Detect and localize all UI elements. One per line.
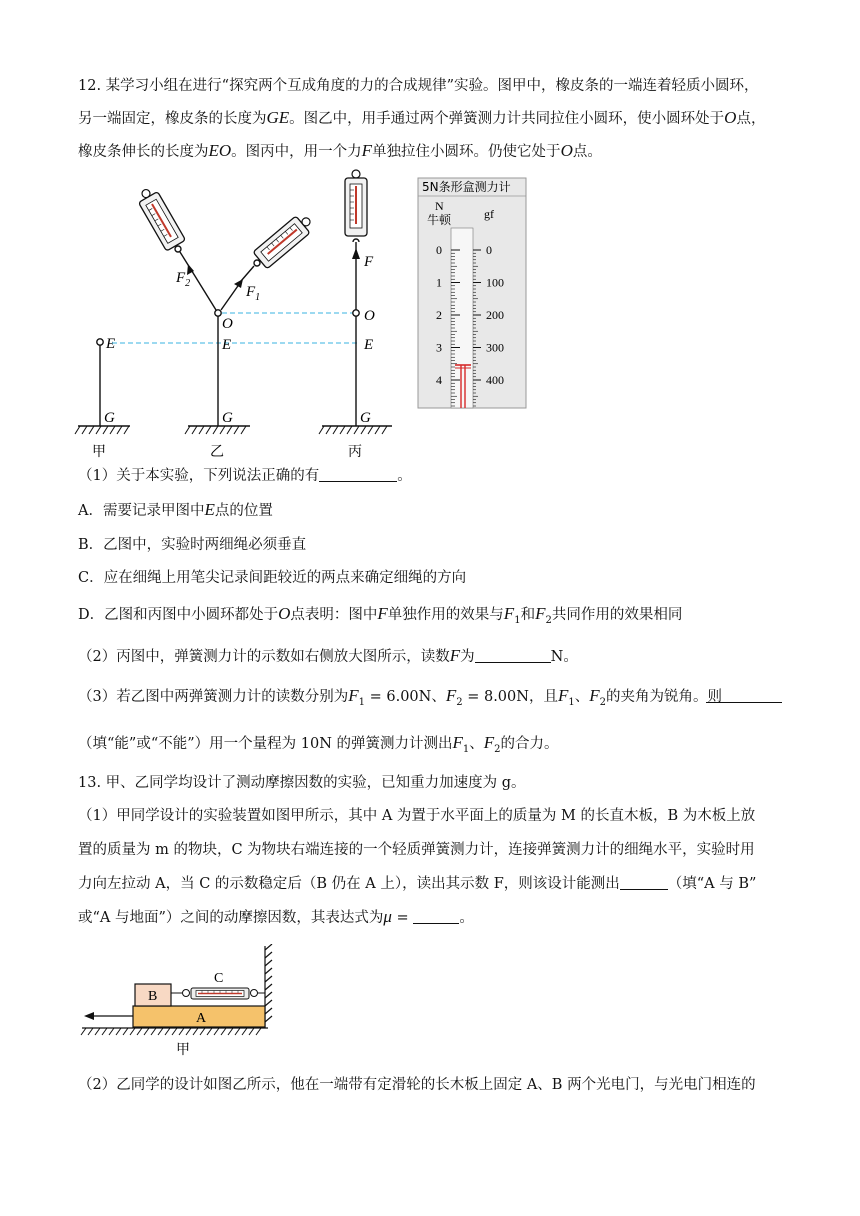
ground-hatch-line	[249, 1028, 254, 1035]
scale-tick-label-left: 3	[436, 340, 442, 355]
figure-jia	[75, 339, 130, 434]
ground-hatch-line	[165, 1028, 170, 1035]
answer-blank-2[interactable]	[475, 648, 551, 663]
ground-hatch-line	[186, 1028, 191, 1035]
ground-hatch-line	[137, 1028, 142, 1035]
label-G-yi: G	[222, 410, 233, 426]
label-E-yi: E	[222, 337, 232, 353]
q12-line-3: 橡皮条伸长的长度为EO。图丙中，用一个力F单独拉住小圆环。仍使它处于O点。	[78, 141, 602, 160]
q12-line-2: 另一端固定，橡皮条的长度为GE。图乙中，用手通过两个弹簧测力计共同拉住小圆环，使小圆环处于O点，	[78, 108, 766, 127]
ground-hatch-line	[123, 1028, 128, 1035]
answer-blank-3[interactable]	[706, 688, 782, 703]
ground-hatch-line	[193, 1028, 198, 1035]
ground-hatch-line	[235, 1028, 240, 1035]
caption-yi: 乙	[210, 445, 224, 460]
q12-option-A: A．需要记录甲图中E点的位置	[78, 500, 273, 519]
spring-scale-F1	[253, 211, 316, 269]
ground	[81, 1028, 268, 1035]
ground-hatch-line	[179, 1028, 184, 1035]
ground-hatch-line	[172, 1028, 177, 1035]
q12-part3: （3）若乙图中两弹簧测力计的读数分别为$F_1 = 6.00N$、$F_2 = 8.00N$，且$F_1$、$F_2$的夹角为锐角。则	[78, 686, 722, 708]
ground-hatch-line	[151, 1028, 156, 1035]
q13-part1-l4: 或“A 与地面”）之间的动摩擦因数，其表达式为μ = 。	[78, 907, 474, 926]
ground-hatch-line	[214, 1028, 219, 1035]
scale-tick-label-right: 300	[486, 340, 504, 355]
ground-hatch-line	[130, 1028, 135, 1035]
q12-part3-cont: （填“能”或“不能”）用一个量程为 10N 的弹簧测力计测出$F_1$、$F_2$的合力。	[78, 733, 559, 755]
scale-tick-label-left: 2	[436, 308, 442, 322]
q12-number: 12.	[78, 78, 102, 94]
wall	[265, 944, 272, 1028]
spring-scale-bing	[345, 170, 367, 236]
answer-blank-1[interactable]	[319, 467, 397, 482]
q13-part1-l1: （1）甲同学设计的实验装置如图甲所示，其中 A 为置于水平面上的质量为 M 的长直木板，B 为木板上放	[78, 808, 756, 824]
caption-jia-13: 甲	[176, 1043, 190, 1058]
label-B: B	[148, 989, 158, 1004]
ground-hatch-line	[95, 1028, 100, 1035]
ground-hatch-line	[221, 1028, 226, 1035]
spring-scale-C	[171, 988, 265, 999]
label-G-jia: G	[104, 410, 115, 426]
q13-part1-l3: 力向左拉动 A，当 C 的示数稳定后（B 仍在 A 上），读出其示数 F，则该设计能测出 （填“A 与 B”	[78, 876, 757, 892]
q13-head: 13. 甲、乙同学均设计了测动摩擦因数的实验，已知重力加速度为 g。	[78, 775, 526, 791]
scale-unit-gf: gf	[484, 207, 494, 221]
ground-hatch-line	[102, 1028, 107, 1035]
spring-scale-F2	[134, 185, 185, 251]
q13-part2: （2）乙同学的设计如图乙所示，他在一端带有定滑轮的长木板上固定 A、B 两个光电门，与光电门相连的	[78, 1077, 756, 1093]
label-G-bing: G	[360, 410, 371, 426]
pull-arrowhead	[84, 1012, 94, 1020]
ground-hatch-line	[144, 1028, 149, 1035]
label-O-bing: O	[364, 308, 375, 324]
scale-tick-label-left: 0	[436, 243, 442, 257]
scale-title: 5N条形盒测力计	[422, 180, 511, 194]
scale-tick-label-right: 400	[486, 373, 504, 387]
q13-figure	[78, 944, 288, 1060]
ground-hatch-line	[242, 1028, 247, 1035]
scale-unit-niudun: 牛顿	[427, 213, 452, 227]
scale-unit-N: N	[435, 199, 444, 213]
caption-jia: 甲	[92, 445, 106, 460]
label-F2: $F_2$	[176, 270, 191, 289]
figure-yi	[175, 246, 260, 434]
label-F1: $F_1$	[246, 284, 261, 303]
answer-blank-4[interactable]	[620, 875, 668, 890]
ground-hatch-line	[88, 1028, 93, 1035]
q12-part2: （2）丙图中，弹簧测力计的示数如右侧放大图所示，读数F为 N。	[78, 646, 578, 665]
ground-hatch-line	[116, 1028, 121, 1035]
label-F-bing: F	[364, 254, 374, 270]
caption-bing: 丙	[348, 445, 362, 460]
q12-line-1: 12. 某学习小组在进行“探究两个互成角度的力的合成规律”实验。图甲中，橡皮条的一端连着轻质小圆环，	[78, 78, 759, 94]
ground-hatch-line	[200, 1028, 205, 1035]
scale-tick-label-left: 1	[436, 275, 442, 290]
ground-hatch-line	[228, 1028, 233, 1035]
ground-hatch-line	[256, 1028, 261, 1035]
q12-option-C: C．应在细绳上用笔尖记录间距较近的两点来确定细绳的方向	[78, 570, 467, 586]
scale-tick-label-right: 100	[486, 275, 504, 290]
label-E-jia: E	[106, 336, 116, 352]
q13-part1-l2: 置的质量为 m 的物块，C 为物块右端连接的一个轻质弹簧测力计，连接弹簧测力计的细绳水平，实验时用	[78, 842, 755, 858]
label-E-bing: E	[364, 337, 374, 353]
ground-hatch-line	[109, 1028, 114, 1035]
scale-tick-label-right: 0	[486, 243, 492, 257]
q12-figure	[70, 168, 540, 468]
enlarged-scale	[418, 178, 526, 408]
ground-hatch-line	[81, 1028, 86, 1035]
ground-hatch-line	[158, 1028, 163, 1035]
label-A: A	[196, 1011, 207, 1026]
q12-part1: （1）关于本实验，下列说法正确的有 。	[78, 468, 412, 484]
q12-option-D: D．乙图和丙图中小圆环都处于O点表明：图中F单独作用的效果与$F_1$和$F_2$共同作用的效果相同	[78, 604, 683, 626]
answer-blank-5[interactable]	[413, 909, 459, 924]
figure-bing	[319, 239, 392, 434]
q12-option-B: B．乙图中，实验时两细绳必须垂直	[78, 537, 307, 553]
scale-tick-label-right: 200	[486, 308, 504, 322]
ground-hatch-line	[207, 1028, 212, 1035]
label-O-yi: O	[222, 316, 233, 332]
scale-tick-label-left: 4	[436, 373, 442, 387]
label-C: C	[214, 971, 224, 986]
